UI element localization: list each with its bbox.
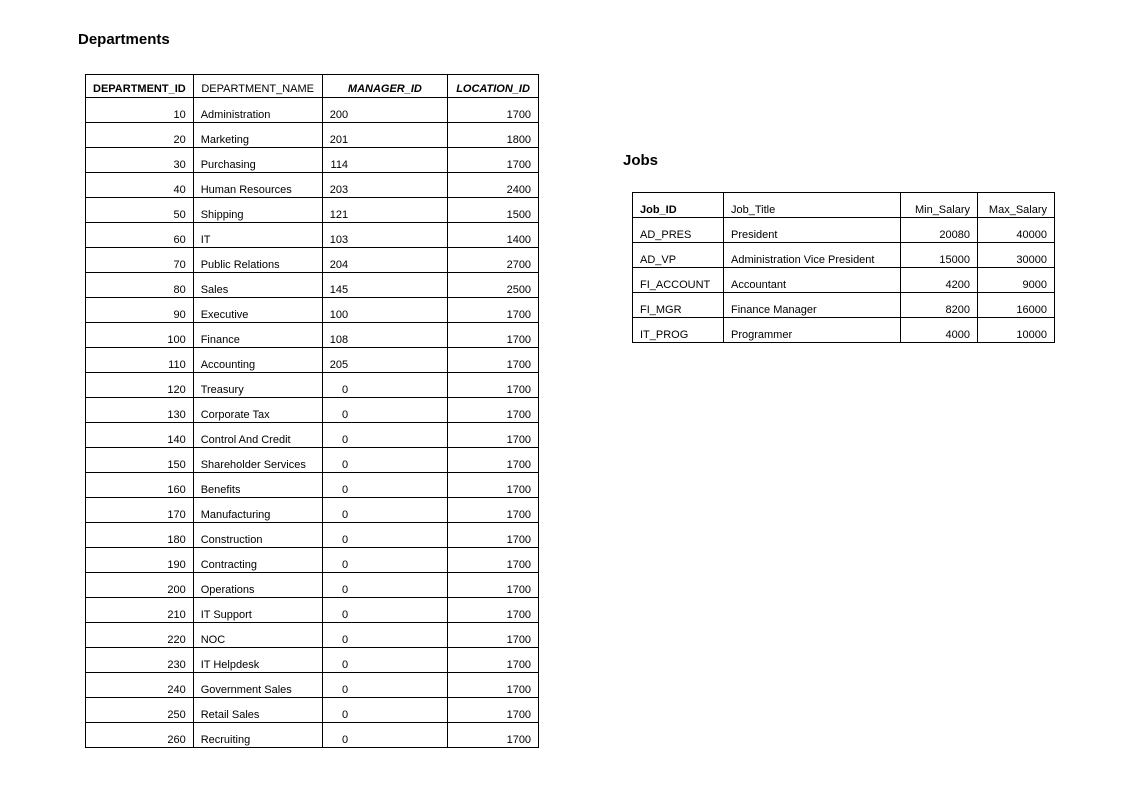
department-name-cell: IT <box>193 223 322 248</box>
manager-id-cell: 0 <box>322 723 447 748</box>
max-salary-cell: 40000 <box>978 218 1055 243</box>
table-row <box>86 723 539 748</box>
manager-id-cell: 0 <box>322 423 447 448</box>
max-salary-cell: 9000 <box>978 268 1055 293</box>
table-row <box>86 473 539 498</box>
department-id-cell: 100 <box>86 323 194 348</box>
department-id-cell: 190 <box>86 548 194 573</box>
table-row <box>633 268 1055 293</box>
table-row <box>86 148 539 173</box>
min-salary-cell: 15000 <box>901 243 978 268</box>
table-row <box>86 648 539 673</box>
manager-id-cell: 0 <box>322 698 447 723</box>
job-id-cell: AD_VP <box>633 243 724 268</box>
max-salary-cell: 16000 <box>978 293 1055 318</box>
job-title-cell: Finance Manager <box>724 293 901 318</box>
max-salary-cell: 10000 <box>978 318 1055 343</box>
table-row <box>86 523 539 548</box>
table-row <box>86 273 539 298</box>
min-salary-cell: 8200 <box>901 293 978 318</box>
department-id-cell: 30 <box>86 148 194 173</box>
department-name-cell: Benefits <box>193 473 322 498</box>
department-name-cell: Finance <box>193 323 322 348</box>
location-id-cell: 1700 <box>448 348 539 373</box>
department-id-cell: 70 <box>86 248 194 273</box>
department-name-cell: IT Support <box>193 598 322 623</box>
manager-id-cell: 0 <box>322 398 447 423</box>
location-id-cell: 1700 <box>448 323 539 348</box>
job-title-cell: Accountant <box>724 268 901 293</box>
departments-heading: Departments <box>78 31 170 48</box>
location-id-cell: 1700 <box>448 373 539 398</box>
department-name-cell: Treasury <box>193 373 322 398</box>
location-id-cell: 1700 <box>448 648 539 673</box>
manager-id-cell: 0 <box>322 598 447 623</box>
column-header-job-title: Job_Title <box>724 193 901 218</box>
column-header-department-id: DEPARTMENT_ID <box>86 75 194 98</box>
table-row <box>633 318 1055 343</box>
table-row <box>86 573 539 598</box>
department-id-cell: 140 <box>86 423 194 448</box>
manager-id-cell: 108 <box>322 323 447 348</box>
table-row <box>86 298 539 323</box>
table-row <box>86 348 539 373</box>
department-id-cell: 210 <box>86 598 194 623</box>
department-name-cell: Recruiting <box>193 723 322 748</box>
manager-id-cell: 204 <box>322 248 447 273</box>
table-row <box>86 598 539 623</box>
department-name-cell: Control And Credit <box>193 423 322 448</box>
column-header-location-id: LOCATION_ID <box>448 75 539 98</box>
job-title-cell: President <box>724 218 901 243</box>
table-row <box>86 198 539 223</box>
department-name-cell: IT Helpdesk <box>193 648 322 673</box>
department-id-cell: 200 <box>86 573 194 598</box>
department-id-cell: 230 <box>86 648 194 673</box>
min-salary-cell: 4000 <box>901 318 978 343</box>
table-row <box>633 218 1055 243</box>
department-name-cell: Shareholder Services <box>193 448 322 473</box>
table-row <box>86 623 539 648</box>
column-header-job-id: Job_ID <box>633 193 724 218</box>
location-id-cell: 1700 <box>448 573 539 598</box>
location-id-cell: 1700 <box>448 598 539 623</box>
department-name-cell: Accounting <box>193 348 322 373</box>
department-name-cell: Public Relations <box>193 248 322 273</box>
location-id-cell: 1700 <box>448 398 539 423</box>
department-id-cell: 90 <box>86 298 194 323</box>
location-id-cell: 1700 <box>448 98 539 123</box>
table-row <box>86 698 539 723</box>
department-name-cell: Government Sales <box>193 673 322 698</box>
manager-id-cell: 0 <box>322 523 447 548</box>
manager-id-cell: 200 <box>322 98 447 123</box>
location-id-cell: 2400 <box>448 173 539 198</box>
departments-table <box>85 74 539 748</box>
column-header-min-salary: Min_Salary <box>901 193 978 218</box>
department-id-cell: 120 <box>86 373 194 398</box>
job-title-cell: Programmer <box>724 318 901 343</box>
manager-id-cell: 0 <box>322 573 447 598</box>
location-id-cell: 1700 <box>448 723 539 748</box>
location-id-cell: 1700 <box>448 423 539 448</box>
table-row <box>86 498 539 523</box>
department-name-cell: Corporate Tax <box>193 398 322 423</box>
department-id-cell: 170 <box>86 498 194 523</box>
table-row <box>86 448 539 473</box>
manager-id-cell: 0 <box>322 548 447 573</box>
department-name-cell: Shipping <box>193 198 322 223</box>
min-salary-cell: 20080 <box>901 218 978 243</box>
manager-id-cell: 0 <box>322 673 447 698</box>
department-name-cell: Retail Sales <box>193 698 322 723</box>
manager-id-cell: 201 <box>322 123 447 148</box>
max-salary-cell: 30000 <box>978 243 1055 268</box>
table-row <box>86 323 539 348</box>
table-row <box>86 373 539 398</box>
job-id-cell: AD_PRES <box>633 218 724 243</box>
column-header-department-name: DEPARTMENT_NAME <box>193 75 322 98</box>
department-name-cell: Marketing <box>193 123 322 148</box>
table-row <box>86 123 539 148</box>
department-name-cell: Sales <box>193 273 322 298</box>
manager-id-cell: 114 <box>322 148 447 173</box>
location-id-cell: 1700 <box>448 448 539 473</box>
department-name-cell: Executive <box>193 298 322 323</box>
department-name-cell: Human Resources <box>193 173 322 198</box>
department-name-cell: Purchasing <box>193 148 322 173</box>
manager-id-cell: 0 <box>322 373 447 398</box>
department-id-cell: 50 <box>86 198 194 223</box>
location-id-cell: 1700 <box>448 548 539 573</box>
department-id-cell: 250 <box>86 698 194 723</box>
manager-id-cell: 0 <box>322 498 447 523</box>
department-id-cell: 20 <box>86 123 194 148</box>
location-id-cell: 1700 <box>448 623 539 648</box>
job-id-cell: FI_ACCOUNT <box>633 268 724 293</box>
table-row <box>86 98 539 123</box>
location-id-cell: 1700 <box>448 473 539 498</box>
job-title-cell: Administration Vice President <box>724 243 901 268</box>
manager-id-cell: 203 <box>322 173 447 198</box>
manager-id-cell: 121 <box>322 198 447 223</box>
column-header-max-salary: Max_Salary <box>978 193 1055 218</box>
column-header-manager-id: MANAGER_ID <box>322 75 447 98</box>
department-id-cell: 60 <box>86 223 194 248</box>
department-id-cell: 80 <box>86 273 194 298</box>
min-salary-cell: 4200 <box>901 268 978 293</box>
departments-table-body <box>86 98 539 748</box>
department-id-cell: 220 <box>86 623 194 648</box>
jobs-table <box>632 192 1055 343</box>
location-id-cell: 1700 <box>448 698 539 723</box>
department-id-cell: 110 <box>86 348 194 373</box>
manager-id-cell: 0 <box>322 448 447 473</box>
manager-id-cell: 205 <box>322 348 447 373</box>
manager-id-cell: 0 <box>322 623 447 648</box>
location-id-cell: 1400 <box>448 223 539 248</box>
table-row <box>86 673 539 698</box>
department-name-cell: Administration <box>193 98 322 123</box>
department-id-cell: 260 <box>86 723 194 748</box>
location-id-cell: 2500 <box>448 273 539 298</box>
location-id-cell: 1700 <box>448 498 539 523</box>
manager-id-cell: 103 <box>322 223 447 248</box>
department-id-cell: 150 <box>86 448 194 473</box>
table-row <box>633 293 1055 318</box>
table-row <box>86 398 539 423</box>
manager-id-cell: 0 <box>322 648 447 673</box>
jobs-table-body <box>633 218 1055 343</box>
location-id-cell: 1700 <box>448 673 539 698</box>
department-name-cell: Construction <box>193 523 322 548</box>
manager-id-cell: 100 <box>322 298 447 323</box>
department-name-cell: NOC <box>193 623 322 648</box>
department-name-cell: Manufacturing <box>193 498 322 523</box>
location-id-cell: 1700 <box>448 148 539 173</box>
department-id-cell: 10 <box>86 98 194 123</box>
department-id-cell: 40 <box>86 173 194 198</box>
location-id-cell: 1700 <box>448 523 539 548</box>
table-row <box>86 423 539 448</box>
department-id-cell: 130 <box>86 398 194 423</box>
table-row <box>86 223 539 248</box>
manager-id-cell: 145 <box>322 273 447 298</box>
department-id-cell: 240 <box>86 673 194 698</box>
location-id-cell: 2700 <box>448 248 539 273</box>
manager-id-cell: 0 <box>322 473 447 498</box>
department-name-cell: Operations <box>193 573 322 598</box>
table-row <box>633 243 1055 268</box>
department-name-cell: Contracting <box>193 548 322 573</box>
department-id-cell: 160 <box>86 473 194 498</box>
department-id-cell: 180 <box>86 523 194 548</box>
job-id-cell: IT_PROG <box>633 318 724 343</box>
location-id-cell: 1700 <box>448 298 539 323</box>
location-id-cell: 1800 <box>448 123 539 148</box>
jobs-header-row <box>633 193 1055 218</box>
table-row <box>86 548 539 573</box>
job-id-cell: FI_MGR <box>633 293 724 318</box>
departments-header-row <box>86 75 539 98</box>
table-row <box>86 248 539 273</box>
jobs-heading: Jobs <box>623 152 659 169</box>
table-row <box>86 173 539 198</box>
location-id-cell: 1500 <box>448 198 539 223</box>
